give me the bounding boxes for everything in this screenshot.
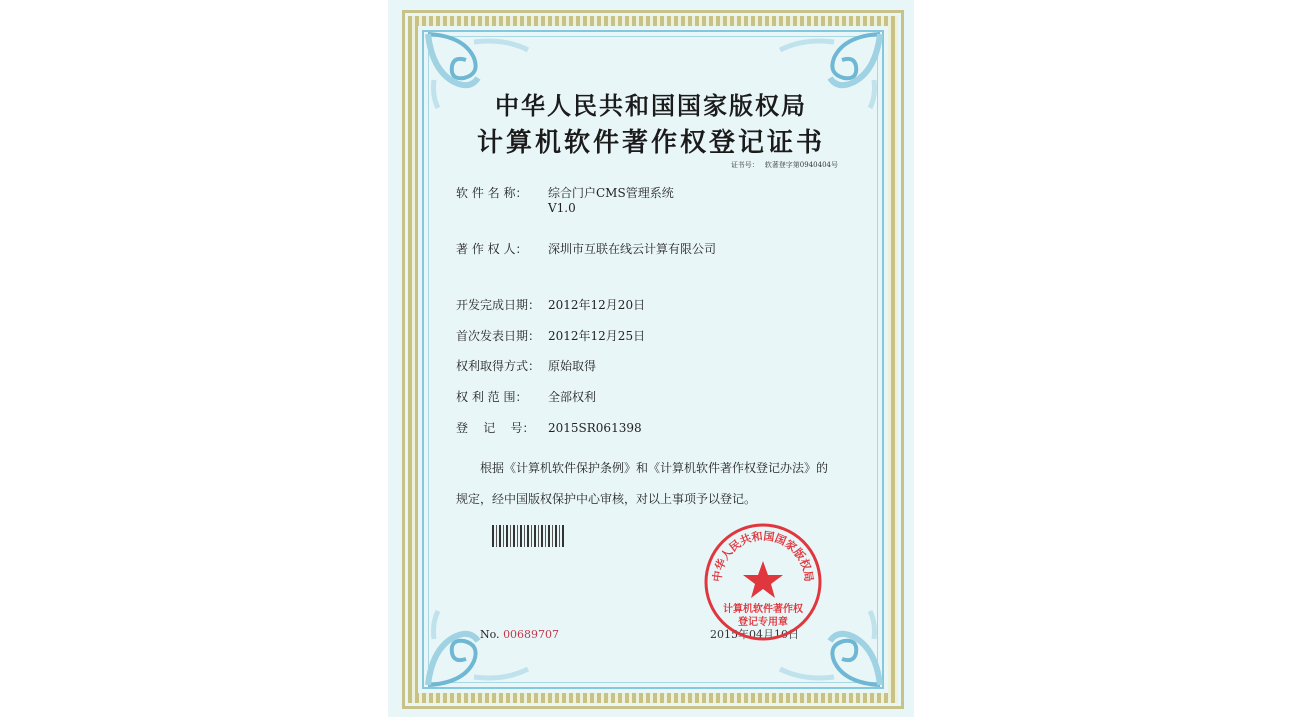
field-value: 全部权利 (548, 390, 597, 404)
field-value: 综合门户CMS管理系统 (548, 186, 674, 200)
seal-star-icon (743, 561, 783, 598)
field-value: 2012年12月25日 (548, 329, 646, 343)
serial-number (480, 628, 559, 641)
field-value: 原始取得 (548, 359, 597, 373)
seal-arc-text: 中华人民共和国国家版权局 (710, 529, 816, 583)
statement-line-1: 根据《计算机软件保护条例》和《计算机软件著作权登记办法》的 (480, 461, 829, 475)
field-label: 登 记 号： (456, 421, 535, 435)
barcode-icon (492, 525, 564, 547)
field-label: 权利取得方式： (456, 359, 541, 373)
statement-line-2: 规定，经中国版权保护中心审核，对以上事项予以登记。 (456, 492, 757, 506)
field-rights-scope (456, 388, 596, 405)
certificate-number-value: 软著登字第0940404号 (764, 161, 838, 169)
certificate (388, 0, 914, 717)
field-label: 首次发表日期： (456, 329, 541, 343)
serial-label: No. (480, 628, 500, 641)
issue-date: 2015年04月10日 (710, 628, 799, 641)
certificate-number-label: 证书号： (730, 161, 759, 169)
field-acquisition-method (456, 357, 596, 374)
issuer-title: 中华人民共和国国家版权局 (495, 91, 807, 120)
field-publish-date (456, 327, 645, 344)
field-completion-date (456, 296, 645, 313)
field-copyright-owner (456, 240, 716, 257)
field-value: V1.0 (548, 201, 576, 215)
serial-value: 00689707 (503, 628, 560, 641)
field-software-name (456, 184, 674, 201)
field-label: 著 作 权 人： (456, 242, 528, 256)
seal-line-1: 计算机软件著作权 (723, 604, 803, 615)
field-registration-number (456, 419, 642, 436)
corner-ornament-icon (424, 609, 534, 689)
field-label: 开发完成日期： (456, 298, 541, 312)
field-label: 权 利 范 围： (456, 390, 528, 404)
certificate-title: 计算机软件著作权登记证书 (476, 128, 825, 158)
seal-line-2: 登记专用章 (738, 617, 788, 628)
official-seal (702, 521, 824, 643)
field-label: 软 件 名 称： (456, 186, 528, 200)
field-value: 2015SR061398 (548, 421, 642, 435)
field-value: 深圳市互联在线云计算有限公司 (548, 242, 717, 256)
field-value: 2012年12月20日 (548, 298, 646, 312)
field-software-version (456, 201, 576, 215)
certificate-number (731, 160, 838, 170)
